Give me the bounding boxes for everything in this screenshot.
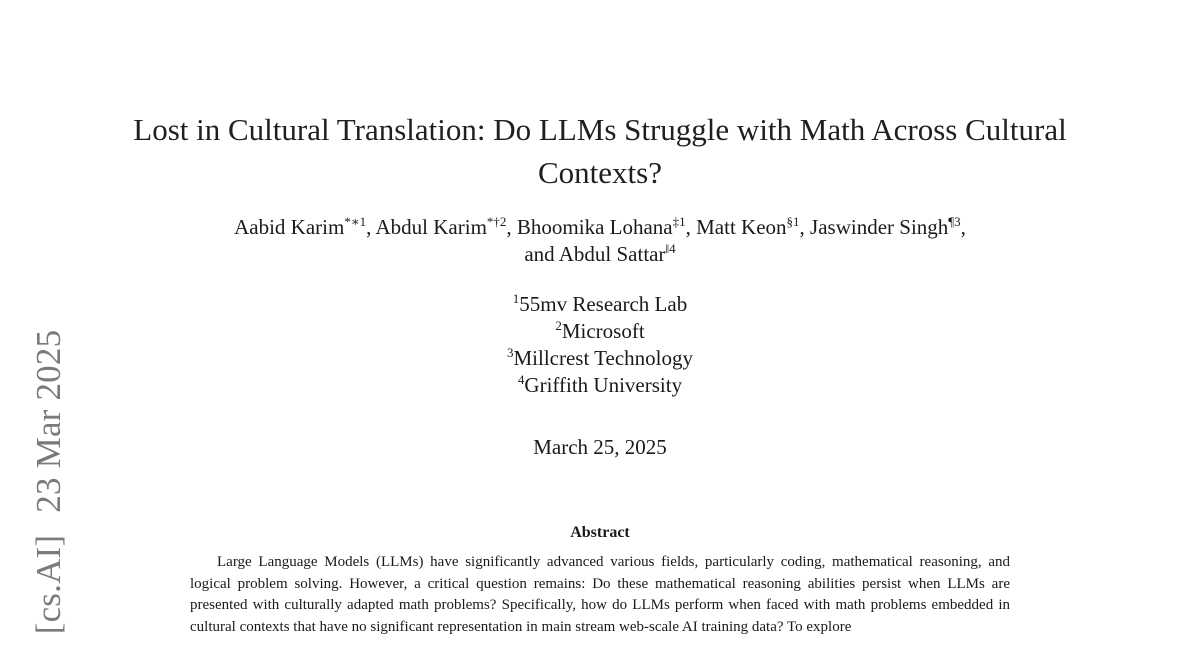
author: Jaswinder Singh$^{\P 3}$, [810, 214, 966, 239]
arxiv-category: [cs.AI] [29, 534, 68, 635]
author: Bhoomika Lohana$^{\ddagger 1}$, [516, 214, 697, 239]
author: and Abdul Sattar$^{‖4}$ [524, 241, 676, 266]
affiliation: $^4$Griffith University [517, 372, 683, 397]
abstract-text: Large Language Models (LLMs) have significantly advanced various fields, particularly coding, mathematical reasoning, and logical problem solving. However, a critical question remains: Do these mathematical reasoning abilities persist when LLMs are presented with culturally adapted math problems? Specifically, how do LLMs perform when faced with math problems embedded in cultural contexts that have no significant representation in main stream web-scale AI training data? To explore [190, 554, 1010, 635]
author-marks: ‡1 [672, 214, 686, 229]
author-marks: *†2 [486, 214, 507, 229]
author-list [120, 214, 1080, 268]
abstract-heading: Abstract [570, 524, 630, 541]
affiliation: $^1$55mv Research Lab [512, 291, 688, 316]
author-marks: §1 [786, 214, 800, 229]
affiliation: $^2$Microsoft [555, 318, 645, 343]
author: Aabid Karim$^{*∗1}$, [234, 214, 376, 239]
publication-date: March 25, 2025 [533, 435, 667, 459]
author-marks: ¶3 [948, 214, 961, 229]
author-marks: ‖4 [665, 241, 676, 256]
paper-title: Lost in Cultural Translation: Do LLMs Struggle with Math Across Cultural Contexts? [133, 112, 1067, 190]
affiliation-list [300, 291, 900, 399]
author-marks: *∗1 [344, 214, 367, 229]
author: Matt Keon$^{\S 1}$, [696, 214, 811, 239]
arxiv-side-stamp [29, 330, 69, 635]
affiliation: $^3$Millcrest Technology [506, 345, 694, 370]
arxiv-date: 23 Mar 2025 [29, 329, 68, 513]
author: Abdul Karim$^{*\dagger 2}$, [375, 214, 517, 239]
